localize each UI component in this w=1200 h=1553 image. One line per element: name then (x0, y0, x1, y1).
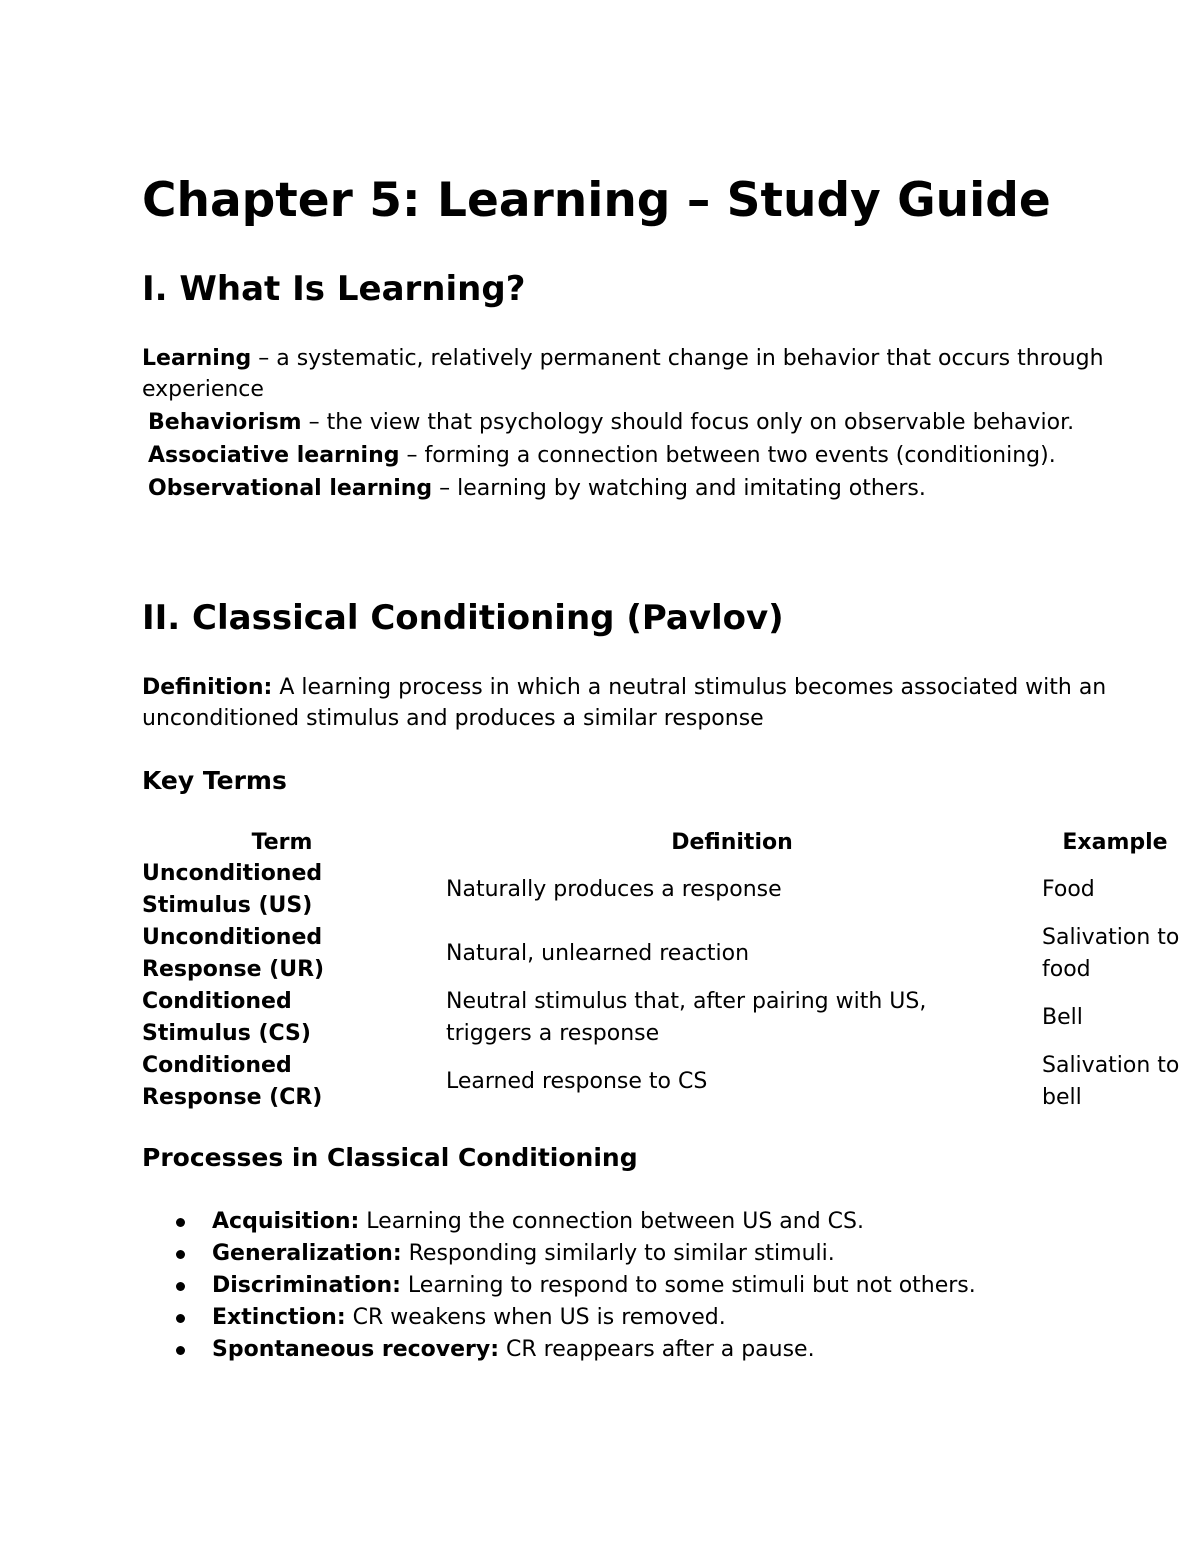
definition-observational-learning (142, 473, 1142, 504)
processes-heading: Processes in Classical Conditioning (142, 1143, 638, 1172)
learning-definitions (142, 343, 1142, 504)
definition-learning (142, 343, 1142, 405)
classical-conditioning-definition (142, 672, 1142, 734)
table-cell-example-text: Food (1042, 877, 1095, 902)
definition-term: Behaviorism (148, 410, 302, 435)
key-terms-heading: Key Terms (142, 766, 287, 795)
table-cell-definition-text: Naturally produces a response (446, 877, 782, 902)
process-label: Acquisition: (212, 1209, 360, 1234)
process-text: Learning to respond to some stimuli but not others. (400, 1273, 976, 1298)
process-label: Discrimination: (212, 1273, 401, 1298)
process-label: Extinction: (212, 1305, 346, 1330)
process-label: Generalization: (212, 1241, 402, 1266)
definition-label: Definition: (142, 675, 273, 700)
definition-associative-learning (142, 440, 1142, 471)
definition-behaviorism (142, 407, 1142, 438)
table-cell-example: Salivation to food (1042, 925, 1180, 982)
process-label: Spontaneous recovery: (212, 1337, 500, 1362)
definition-body: A learning process in which a neutral stimulus becomes associated with an unconditioned stimulus and produces a similar response (142, 675, 1107, 731)
list-item (142, 1206, 1142, 1238)
table-cell-example-text: Bell (1042, 1005, 1083, 1030)
processes-list (142, 1206, 1142, 1366)
table-header-example: Example (1062, 830, 1168, 855)
definition-paragraph (142, 672, 1142, 734)
table-cell-definition: Neutral stimulus that, after pairing with US, triggers a response (446, 989, 927, 1046)
definition-term: Associative learning (148, 443, 400, 468)
definition-term: Observational learning (148, 476, 433, 501)
table-cell-example (1042, 858, 1200, 922)
table-cell-term: Unconditioned Response (UR) (142, 925, 325, 982)
bullet-icon (176, 1282, 185, 1291)
definition-term: Learning (142, 346, 252, 371)
section-heading-what-is-learning: I. What Is Learning? (142, 269, 526, 309)
table-cell-term: Unconditioned Stimulus (US) (142, 861, 323, 918)
list-item (142, 1334, 1142, 1366)
table-header-definition: Definition (671, 830, 793, 855)
table-cell-example: Salivation to bell (1042, 1053, 1180, 1110)
table-cell-definition (446, 922, 1006, 986)
definition-text: – a systematic, relatively permanent change in behavior that occurs through experience (142, 346, 1104, 402)
table-cell-definition (446, 858, 1006, 922)
definition-text: – the view that psychology should focus only on observable behavior. (301, 410, 1075, 435)
bullet-icon (176, 1314, 185, 1323)
section-heading-classical-conditioning: II. Classical Conditioning (Pavlov) (142, 598, 784, 638)
process-text: Learning the connection between US and CS. (359, 1209, 864, 1234)
list-item (142, 1238, 1142, 1270)
table-cell-definition-text: Natural, unlearned reaction (446, 941, 750, 966)
table-cell-term: Conditioned Stimulus (CS) (142, 989, 311, 1046)
bullet-icon (176, 1346, 185, 1355)
definition-text: – forming a connection between two events (conditioning). (399, 443, 1056, 468)
table-cell-definition-text: Learned response to CS (446, 1069, 708, 1094)
process-text: CR reappears after a pause. (499, 1337, 815, 1362)
list-item (142, 1302, 1142, 1334)
table-cell-term: Conditioned Response (CR) (142, 1053, 323, 1110)
page-title: Chapter 5: Learning – Study Guide (142, 173, 1051, 228)
bullet-icon (176, 1218, 185, 1227)
table-cell-definition (446, 1050, 1006, 1114)
table-cell-example (1042, 986, 1200, 1050)
table-header-term: Term (251, 830, 313, 855)
process-text: CR weakens when US is removed. (345, 1305, 726, 1330)
list-item (142, 1270, 1142, 1302)
bullet-icon (176, 1250, 185, 1259)
process-text: Responding similarly to similar stimuli. (401, 1241, 835, 1266)
definition-text: – learning by watching and imitating others. (432, 476, 926, 501)
